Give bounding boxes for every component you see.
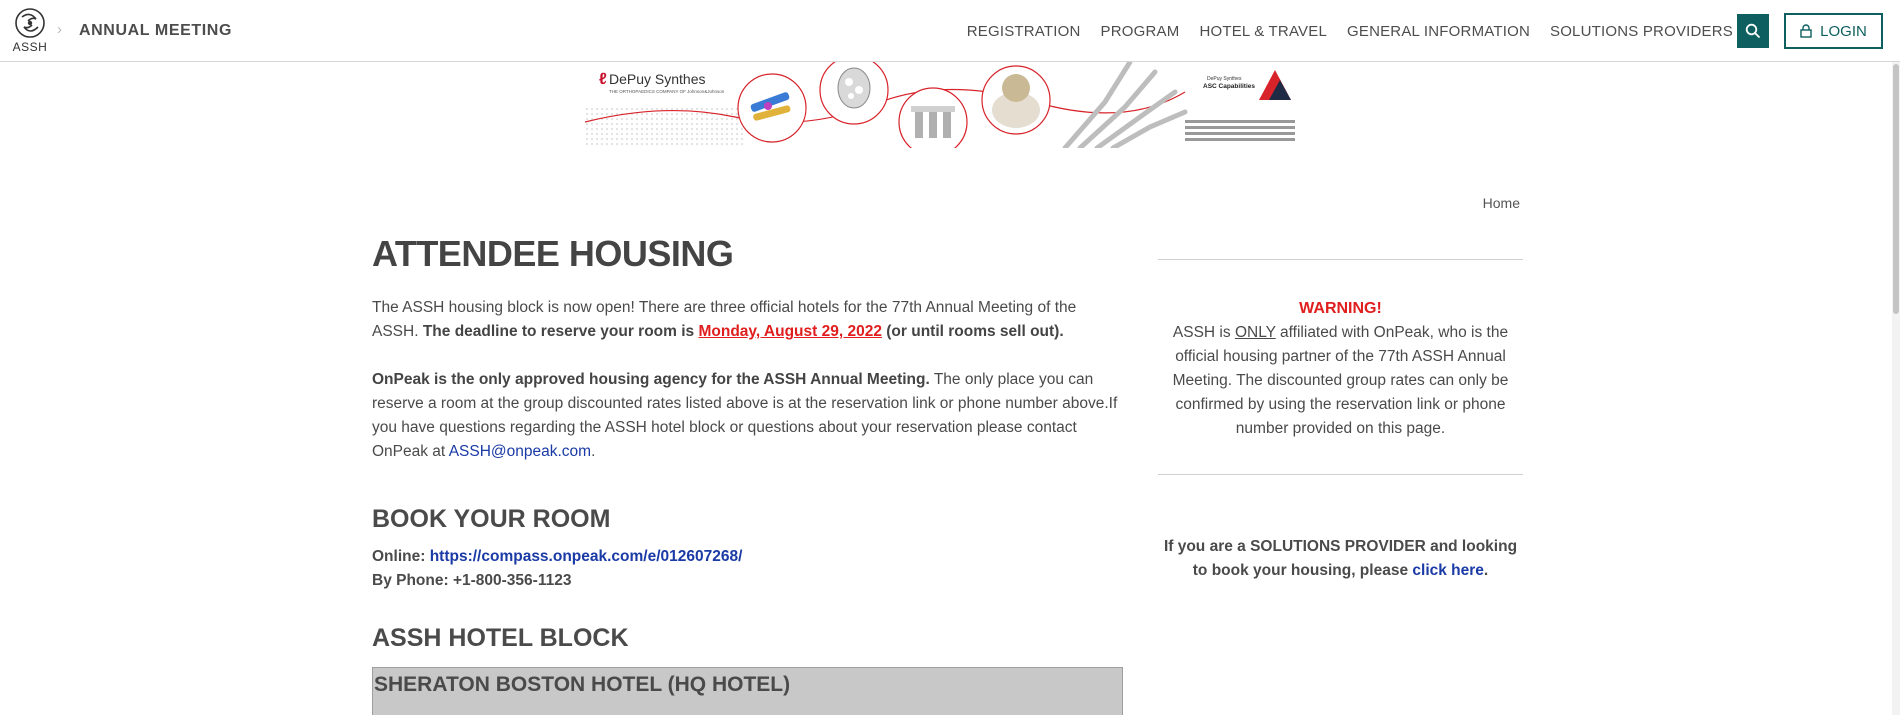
logo-text: ASSH: [12, 40, 48, 54]
chevron-right-icon: ›: [57, 21, 62, 38]
search-icon: [1745, 23, 1761, 39]
onpeak-text: The only place you can reserve a room at the group discounted rates listed above is at the reservation link or phone number above.If you have questions regarding the ASSH hotel block or questions about your reservation please contact OnPeak at: [372, 371, 1118, 460]
onpeak-email-link[interactable]: ASSH@onpeak.com: [448, 443, 592, 460]
nav-registration[interactable]: REGISTRATION: [966, 22, 1081, 40]
nav-program[interactable]: PROGRAM: [1100, 22, 1180, 40]
book-room-heading: BOOK YOUR ROOM: [372, 505, 611, 533]
booking-info: [372, 545, 1124, 593]
banner-side-title: ASC Capabilities: [1203, 83, 1256, 90]
login-button[interactable]: [1784, 13, 1883, 49]
deadline-suffix: (or until rooms sell out).: [886, 323, 1064, 340]
site-header: [0, 0, 1900, 62]
sponsor-banner-graphic: [585, 62, 1312, 148]
deadline-label: The deadline to reserve your room is: [422, 323, 695, 340]
page-scrollbar[interactable]: [1892, 62, 1900, 715]
intro-paragraph: [372, 296, 1124, 344]
online-booking-link[interactable]: https://compass.onpeak.com/e/012607268/: [429, 548, 743, 565]
hotel-accordion-sheraton[interactable]: SHERATON BOSTON HOTEL (HQ HOTEL): [372, 667, 1123, 715]
online-label: Online:: [372, 548, 426, 565]
search-button[interactable]: [1737, 14, 1769, 48]
banner-brand: DePuy Synthes: [609, 71, 706, 87]
scrollbar-thumb[interactable]: [1893, 64, 1899, 314]
page-title: ATTENDEE HOUSING: [372, 233, 734, 274]
solutions-text: If you are a SOLUTIONS PROVIDER and looking to book your housing, please: [1163, 538, 1518, 579]
warning-box: [1158, 260, 1523, 474]
nav-hotel-travel[interactable]: HOTEL & TRAVEL: [1199, 22, 1327, 40]
warning-pre: ASSH is: [1172, 324, 1231, 341]
deadline-date[interactable]: Monday, August 29, 2022: [698, 323, 882, 340]
hotel-block-heading: ASSH HOTEL BLOCK: [372, 624, 629, 652]
nav-general-information[interactable]: GENERAL INFORMATION: [1347, 22, 1530, 40]
onpeak-paragraph: OnPeak is the only approved housing agency for the ASSH Annual Meeting. The only place you can reserve a room at the group discounted rates listed above is at the reservation link or phone number above.If you have questions regarding the ASSH hotel block or questions about your reservation please contact OnPeak at ASSH@onpeak.com.: [372, 371, 1118, 460]
main-nav: [947, 0, 1733, 62]
warning-title: WARNING!: [1299, 300, 1382, 317]
assh-logo[interactable]: [12, 7, 48, 55]
main-content: [372, 232, 1124, 715]
banner-tagline: THE ORTHOPAEDICS COMPANY OF Johnson&Johnson: [609, 89, 725, 94]
solutions-provider-note: If you are a SOLUTIONS PROVIDER and looking to book your housing, please click here.: [1163, 538, 1518, 579]
sidebar-divider-bottom: [1158, 474, 1523, 475]
site-title[interactable]: ANNUAL MEETING: [79, 22, 232, 39]
phone-number: By Phone: +1-800-356-1123: [372, 572, 572, 589]
breadcrumb: [1470, 195, 1520, 211]
sidebar: [1158, 259, 1523, 583]
banner-side-brand: DePuy Synthes: [1207, 76, 1242, 82]
onpeak-bold: OnPeak is the only approved housing agency for the ASSH Annual Meeting.: [372, 371, 930, 388]
assh-logo-icon: [12, 7, 48, 41]
warning-post: affiliated with OnPeak, who is the official housing partner of the 77th ASSH Annual Meeting. The discounted group rates can only be confirmed by using the reservation link or phone number provided on this page.: [1172, 324, 1509, 437]
solutions-click-here-link[interactable]: click here: [1412, 562, 1484, 579]
warning-only: ONLY: [1234, 324, 1276, 341]
lock-icon: [1800, 24, 1812, 38]
booking-online: [372, 545, 1124, 569]
intro-text: The ASSH housing block is now open! There are three official hotels for the 77th Annual Meeting of the ASSH.: [372, 299, 1077, 340]
nav-solutions-providers[interactable]: SOLUTIONS PROVIDERS: [1549, 22, 1733, 40]
sponsor-banner[interactable]: [585, 62, 1312, 148]
breadcrumb-home[interactable]: Home: [1482, 195, 1520, 211]
warning-text: [1158, 321, 1523, 441]
svg-text:ℓ: ℓ: [599, 71, 607, 88]
login-label: LOGIN: [1820, 22, 1867, 40]
